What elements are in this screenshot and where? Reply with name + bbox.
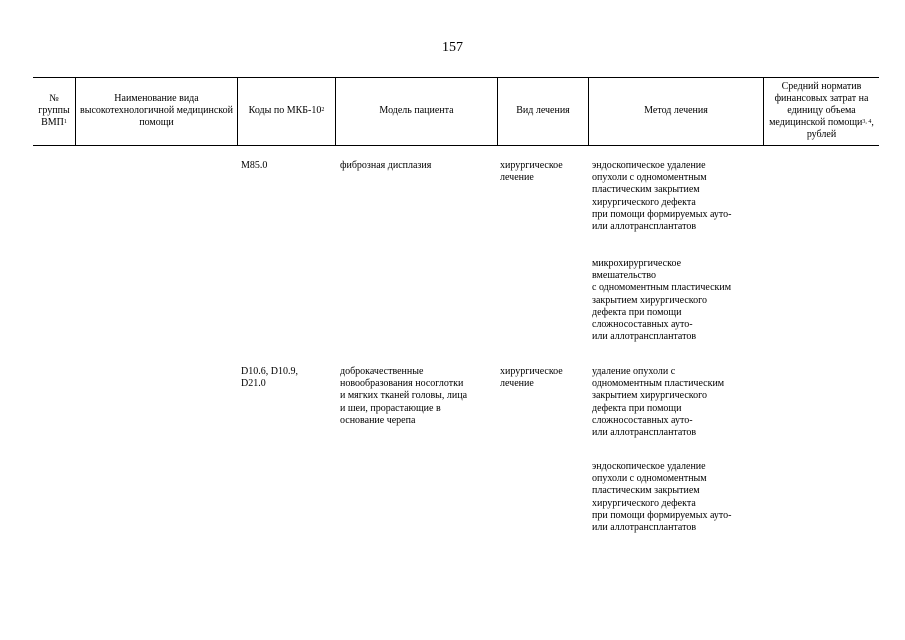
footnote-marker: 2 xyxy=(321,107,325,113)
footnote-marker: 3, 4 xyxy=(862,119,872,125)
row-treatment-method: микрохирургическое вмешательство с одномоментным пластическим закрытием хирургического дефекта при помощи сложносоставных ауто- или аллотрансплантатов xyxy=(592,258,732,343)
header-treatment-type-text: Вид лечения xyxy=(516,105,570,116)
header-treatment-type xyxy=(498,77,588,145)
row-treatment-type: хирургическое лечение xyxy=(500,160,563,184)
row-treatment-method: удаление опухоли с одномоментным пластическим закрытием хирургического дефекта при помощи сложносоставных ауто- или аллотрансплантатов xyxy=(592,366,725,439)
header-cost-norm xyxy=(764,77,879,145)
header-treatment-method xyxy=(589,77,763,145)
row-treatment-method: эндоскопическое удаление опухоли с одномоментным пластическим закрытием хирургического дефекта при помощи формируемых ауто- или аллотрансплантатов xyxy=(592,160,732,233)
header-vmp-type xyxy=(76,77,237,145)
header-cost-norm-text: Средний норматив финансовых затрат на единицу объема медицинской помощи xyxy=(769,81,869,128)
row-treatment-method: эндоскопическое удаление опухоли с одномоментным пластическим закрытием хирургического дефекта при помощи формируемых ауто- или аллотрансплантатов xyxy=(592,461,732,534)
header-treatment-method-text: Метод лечения xyxy=(644,105,708,116)
header-group-number-text: № группы ВМП xyxy=(38,93,70,128)
header-group-number xyxy=(33,77,75,145)
page-number: 157 xyxy=(442,40,463,55)
row-icd-codes: D10.6, D10.9, D21.0 xyxy=(241,366,298,390)
row-treatment-type: хирургическое лечение xyxy=(500,366,563,390)
header-icd-codes-text: Коды по МКБ-10 xyxy=(248,105,322,116)
row-patient-model: доброкачественные новообразования носоглотки и мягких тканей головы, лица и шеи, прорастающие в основание черепа xyxy=(340,366,468,426)
row-icd-codes: M85.0 xyxy=(241,160,268,171)
header-icd-codes xyxy=(238,77,335,145)
header-cost-norm-suffix: , рублей xyxy=(806,117,874,140)
header-patient-model xyxy=(336,77,497,145)
header-vmp-type-text: Наименование вида высокотехнологичной медицинской помощи xyxy=(80,93,233,128)
header-patient-model-text: Модель пациента xyxy=(379,105,454,116)
row-patient-model: фиброзная дисплазия xyxy=(340,160,432,171)
footnote-marker: 1 xyxy=(63,119,67,125)
table-header-bottom-border xyxy=(33,145,879,146)
